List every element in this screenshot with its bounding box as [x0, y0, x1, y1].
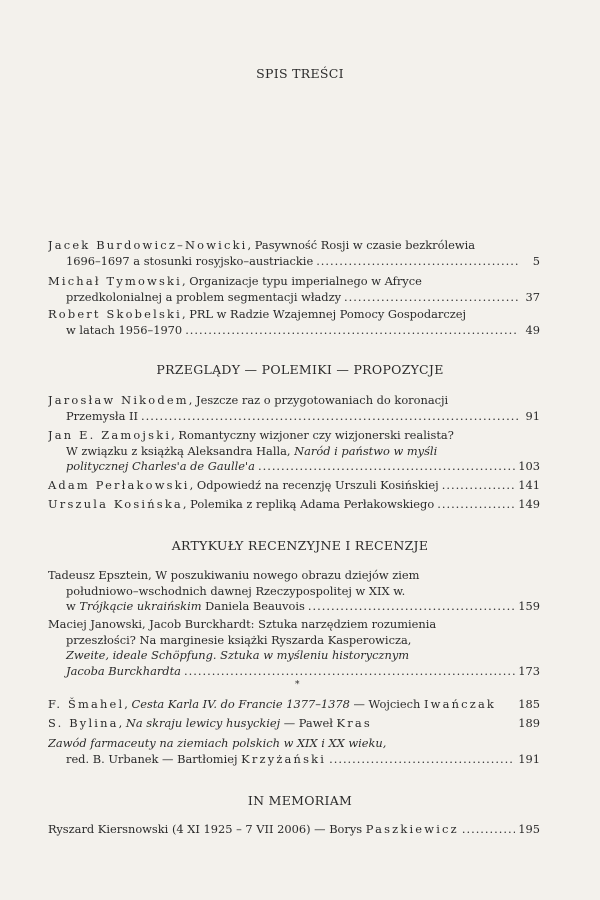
reviewer-name: Kras — [336, 716, 372, 730]
page-number: 141 — [518, 478, 540, 492]
book-title-cont: politycznej Charles'a de Gaulle'a — [66, 459, 255, 473]
articles-heading: ARTYKUŁY RECENZYJNE I RECENZJE — [171, 538, 429, 553]
toc-entry — [48, 736, 540, 767]
entry-author: F. Šmahel — [48, 697, 125, 711]
entry-author: Urszula Kosińska — [48, 497, 183, 511]
toc-entry — [48, 497, 540, 513]
leader-dots — [344, 290, 519, 306]
page-number: 91 — [525, 408, 540, 423]
entry-text: Ryszard Kiersnowski (4 XI 1925 – 7 VII 2006) — Borys — [48, 822, 366, 836]
entry-title-cont: 1696–1697 a stosunki rosyjsko–austriackie — [66, 253, 314, 268]
entry-title: , PRL w Radzie Wzajemnej Pomocy Gospodarczej — [181, 307, 467, 321]
toc-entry — [48, 697, 540, 713]
entry-title-cont: W związku z książką Aleksandra Halla, — [66, 443, 295, 458]
entry-title-cont: Przemysła II — [66, 408, 139, 423]
entry-text: Daniela Beauvois — [201, 599, 305, 613]
memoriam-heading: IN MEMORIAM — [247, 793, 353, 808]
toc-entry — [48, 617, 540, 679]
leader-dots — [308, 599, 515, 615]
entry-title: , Romantyczny wizjoner czy wizjonerski realista? — [171, 428, 454, 442]
toc-entry — [48, 478, 540, 494]
leader-dots — [462, 822, 515, 838]
reviews-heading: PRZEGLĄDY — POLEMIKI — PROPOZYCJE — [156, 362, 444, 377]
page-number: 49 — [525, 322, 540, 337]
entry-author: Robert Skobelski — [48, 307, 182, 321]
reviewer-name: Krzyżański — [241, 751, 327, 766]
toc-heading: SPIS TREŚCI — [256, 66, 344, 81]
entry-text: — Wojciech — [349, 697, 424, 711]
book-title: Cesta Karla IV. do Francie 1377–1378 — [131, 697, 350, 711]
book-title: Na skraju lewicy husyckiej — [125, 716, 281, 730]
leader-dots — [316, 254, 519, 270]
book-title: Zweite, ideale Schöpfung. Sztuka w myśleniu historycznym — [66, 648, 410, 662]
toc-entry — [48, 716, 540, 732]
entry-text: , — [118, 716, 126, 730]
toc-entry — [48, 274, 540, 305]
page-number: 195 — [518, 822, 540, 836]
page-number: 37 — [525, 289, 540, 304]
leader-dots — [184, 664, 515, 680]
entry-title: , Jeszcze raz o przygotowaniach do koronacji — [188, 393, 449, 407]
entry-title-cont: w latach 1956–1970 — [66, 322, 183, 337]
leader-dots — [185, 323, 519, 339]
page-number: 5 — [532, 253, 540, 268]
leader-dots — [258, 459, 515, 475]
page-number: 185 — [518, 697, 540, 711]
toc-entry — [48, 428, 540, 475]
entry-author: Jacek Burdowicz–Nowicki — [48, 238, 248, 252]
entry-title: , Odpowiedź na recenzję Urszuli Kosińskiej — [189, 478, 439, 492]
entry-title: , Pasywność Rosji w czasie bezkrólewia — [247, 238, 476, 252]
leader-dots — [437, 497, 515, 513]
entry-title-cont: przedkolonialnej a problem segmentacji władzy — [66, 289, 342, 304]
book-title: Naród i państwo w myśli — [294, 443, 438, 458]
entry-title-cont: przeszłości? Na marginesie książki Ryszarda Kasperowicza, — [66, 632, 412, 647]
entry-author: Michał Tymowski — [48, 274, 182, 288]
page-number: 173 — [518, 663, 540, 678]
entry-author: Jan E. Zamojski — [48, 428, 172, 442]
entry-text: red. B. Urbanek — Bartłomiej — [66, 751, 242, 766]
leader-dots — [329, 752, 515, 768]
page-number: 191 — [518, 751, 540, 766]
reviewer-name: Paszkiewicz — [365, 822, 459, 836]
book-title: Trójkącie ukraińskim — [79, 599, 202, 613]
section-divider: * — [295, 680, 300, 690]
entry-author: Adam Perłakowski — [48, 478, 190, 492]
book-title-cont: Jacoba Burckhardta — [66, 663, 181, 678]
entry-title: Tadeusz Epsztein, W poszukiwaniu nowego obrazu dziejów ziem — [48, 568, 420, 582]
toc-entry — [48, 393, 540, 424]
toc-entry — [48, 307, 540, 338]
toc-entry — [48, 238, 540, 269]
entry-title: Maciej Janowski, Jacob Burckhardt: Sztuka narzędziem rozumienia — [48, 617, 437, 631]
entry-author: Jarosław Nikodem — [48, 393, 189, 407]
entry-title-cont: południowo–wschodnich dawnej Rzeczypospolitej w XIX w. — [66, 583, 406, 598]
entry-text: — Paweł — [280, 716, 337, 730]
entry-title: , Polemika z repliką Adama Perłakowskiego — [182, 497, 435, 511]
entry-title: , Organizacje typu imperialnego w Afryce — [181, 274, 422, 288]
entry-text: , — [124, 697, 132, 711]
toc-entry — [48, 568, 540, 615]
book-title: Zawód farmaceuty na ziemiach polskich w XIX i XX wieku, — [48, 736, 387, 750]
page-number: 103 — [518, 459, 540, 473]
toc-entry — [48, 822, 540, 838]
entry-author: S. Bylina — [48, 716, 119, 730]
leader-dots — [141, 409, 519, 425]
page-number: 189 — [518, 716, 540, 730]
page-number: 149 — [518, 497, 540, 511]
leader-dots — [442, 478, 516, 494]
page-number: 159 — [518, 599, 540, 613]
entry-text: w — [66, 599, 80, 613]
reviewer-name: Iwańczak — [423, 697, 497, 711]
